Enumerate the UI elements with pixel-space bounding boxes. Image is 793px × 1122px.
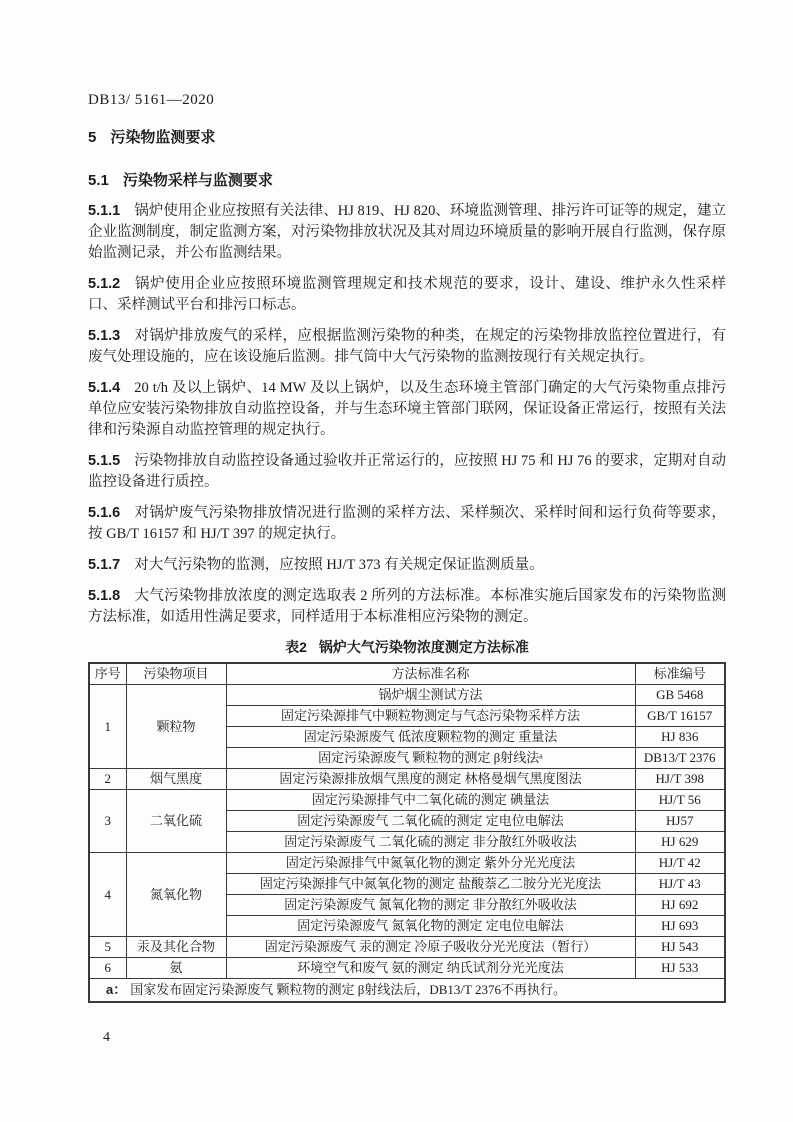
- methods-standards-table: [88, 662, 726, 1003]
- standard-code-cell: HJ 836: [635, 726, 725, 747]
- clause-text: 大气污染物排放浓度的测定选取表 2 所列的方法标准。本标准实施后国家发布的污染物监测方法标准，如适用性满足要求，同样适用于本标准相应污染物的测定。: [88, 588, 726, 625]
- standard-code-cell: HJ/T 43: [635, 873, 725, 894]
- clause-number: 5.1.2: [88, 276, 121, 292]
- table-header: [89, 663, 725, 684]
- clause-5-1-3: [88, 326, 726, 368]
- standard-code-cell: HJ/T 398: [635, 768, 725, 789]
- table-footnote-row: [89, 978, 725, 1002]
- standard-code-cell: HJ 543: [635, 936, 725, 957]
- footnote-marker: a：: [106, 982, 127, 998]
- clause-text: 对大气污染物的监测，应按照 HJ/T 373 有关规定保证监测质量。: [134, 557, 544, 573]
- method-name-cell: 固定污染源废气 氮氧化物的测定 定电位电解法: [226, 915, 635, 936]
- heading-text: 污染物监测要求: [110, 129, 216, 146]
- clause-text: 对锅炉排放废气的采样，应根据监测污染物的种类，在规定的污染物排放监控位置进行，有废气处理设施的，应在该设施后监测。排气筒中大气污染物的监测按现行有关规定执行。: [88, 328, 726, 365]
- method-name-cell: 固定污染源排放烟气黑度的测定 林格曼烟气黑度图法: [226, 768, 635, 789]
- clause-5-1-7: [88, 555, 726, 576]
- table-row: [89, 768, 725, 789]
- header-cell-index: 序号: [89, 663, 126, 684]
- heading-section-5: [88, 127, 726, 148]
- clause-number: 5.1.8: [88, 588, 121, 604]
- method-name-cell: 固定污染源废气 颗粒物的测定 β射线法ᵃ: [226, 747, 635, 768]
- table-row: [89, 936, 725, 957]
- row-index-cell: 2: [89, 768, 126, 789]
- clause-paragraphs: [88, 201, 726, 628]
- clause-number: 5.1.5: [88, 453, 121, 469]
- pollutant-item-cell: 二氧化硫: [126, 789, 226, 852]
- doc-number: DB13/ 5161—2020: [88, 92, 215, 108]
- table-row: [89, 684, 725, 705]
- clause-5-1-6: [88, 503, 726, 545]
- row-index-cell: 1: [89, 684, 126, 768]
- footnote-cell: [89, 978, 725, 1002]
- row-index-cell: 4: [89, 852, 126, 936]
- pollutant-item-cell: 烟气黑度: [126, 768, 226, 789]
- heading-number: 5.1: [88, 172, 109, 189]
- row-index-cell: 6: [89, 957, 126, 978]
- table-title-number: 表2: [285, 639, 307, 655]
- table-body: [89, 684, 725, 1002]
- method-name-cell: 固定污染源废气 汞的测定 冷原子吸收分光光度法（暂行）: [226, 936, 635, 957]
- clause-number: 5.1.7: [88, 557, 121, 573]
- standard-code-cell: HJ 533: [635, 957, 725, 978]
- table-2-title: [88, 638, 726, 657]
- table-row: [89, 789, 725, 810]
- heading-number: 5: [88, 129, 97, 146]
- method-name-cell: 锅炉烟尘测试方法: [226, 684, 635, 705]
- method-name-cell: 固定污染源排气中颗粒物测定与气态污染物采样方法: [226, 705, 635, 726]
- standard-code-cell: HJ 629: [635, 831, 725, 852]
- method-name-cell: 固定污染源废气 低浓度颗粒物的测定 重量法: [226, 726, 635, 747]
- clause-text: 锅炉使用企业应按照有关法律、HJ 819、HJ 820、环境监测管理、排污许可证等的规定，建立企业监测制度，制定监测方案，对污染物排放状况及其对周边环境质量的影响开展自行监测，保存原始监测记录，并公布监测结果。: [88, 203, 726, 261]
- method-name-cell: 固定污染源排气中氮氧化物的测定 紫外分光光度法: [226, 852, 635, 873]
- table-row: [89, 957, 725, 978]
- clause-5-1-8: [88, 586, 726, 628]
- standard-code-cell: GB 5468: [635, 684, 725, 705]
- method-name-cell: 固定污染源排气中二氧化硫的测定 碘量法: [226, 789, 635, 810]
- clause-text: 锅炉使用企业应按照环境监测管理规定和技术规范的要求，设计、建设、维护永久性采样口、采样测试平台和排污口标志。: [88, 276, 726, 313]
- table-title-text: 锅炉大气污染物浓度测定方法标准: [318, 639, 529, 655]
- standard-code-cell: HJ 693: [635, 915, 725, 936]
- method-name-cell: 环境空气和废气 氨的测定 纳氏试剂分光光度法: [226, 957, 635, 978]
- clause-5-1-5: [88, 451, 726, 493]
- pollutant-item-cell: 颗粒物: [126, 684, 226, 768]
- footnote-text: 国家发布固定污染源废气 颗粒物的测定 β射线法后，DB13/T 2376不再执行。: [130, 982, 566, 998]
- clause-text: 20 t/h 及以上锅炉、14 MW 及以上锅炉，以及生态环境主管部门确定的大气污染物重点排污单位应安装污染物排放自动监控设备，并与生态环境主管部门联网，保证设备正常运行，按照有关法律和污染源自动监控管理的规定执行。: [88, 380, 726, 438]
- table-row: [89, 852, 725, 873]
- clause-5-1-4: [88, 378, 726, 441]
- header-cell-code: 标准编号: [635, 663, 725, 684]
- heading-text: 污染物采样与监测要求: [122, 172, 273, 189]
- method-name-cell: 固定污染源废气 二氧化硫的测定 非分散红外吸收法: [226, 831, 635, 852]
- standard-code-cell: HJ57: [635, 810, 725, 831]
- row-index-cell: 5: [89, 936, 126, 957]
- clause-number: 5.1.3: [88, 328, 121, 344]
- header-cell-pollutant: 污染物项目: [126, 663, 226, 684]
- heading-section-5-1: [88, 170, 726, 191]
- clause-5-1-1: [88, 201, 726, 264]
- clause-text: 对锅炉废气污染物排放情况进行监测的采样方法、采样频次、采样时间和运行负荷等要求，按 GB/T 16157 和 HJ/T 397 的规定执行。: [88, 505, 726, 542]
- clause-text: 污染物排放自动监控设备通过验收并正常运行的，应按照 HJ 75 和 HJ 76 的要求，定期对自动监控设备进行质控。: [88, 453, 726, 490]
- standard-code-cell: HJ/T 42: [635, 852, 725, 873]
- standard-code-cell: DB13/T 2376: [635, 747, 725, 768]
- pollutant-item-cell: 氨: [126, 957, 226, 978]
- table-header-row: [89, 663, 725, 684]
- clause-number: 5.1.1: [88, 203, 121, 219]
- clause-5-1-2: [88, 274, 726, 316]
- method-name-cell: 固定污染源排气中氮氧化物的测定 盐酸萘乙二胺分光光度法: [226, 873, 635, 894]
- clause-number: 5.1.6: [88, 505, 121, 521]
- pollutant-item-cell: 氮氧化物: [126, 852, 226, 936]
- standard-code-cell: HJ/T 56: [635, 789, 725, 810]
- row-index-cell: 3: [89, 789, 126, 852]
- standard-code-cell: HJ 692: [635, 894, 725, 915]
- standard-code-cell: GB/T 16157: [635, 705, 725, 726]
- page-content: [88, 90, 726, 1003]
- method-name-cell: 固定污染源废气 二氧化硫的测定 定电位电解法: [226, 810, 635, 831]
- header-cell-method: 方法标准名称: [226, 663, 635, 684]
- clause-number: 5.1.4: [88, 380, 121, 396]
- pollutant-item-cell: 汞及其化合物: [126, 936, 226, 957]
- method-name-cell: 固定污染源废气 氮氧化物的测定 非分散红外吸收法: [226, 894, 635, 915]
- page-number: 4: [103, 1030, 110, 1045]
